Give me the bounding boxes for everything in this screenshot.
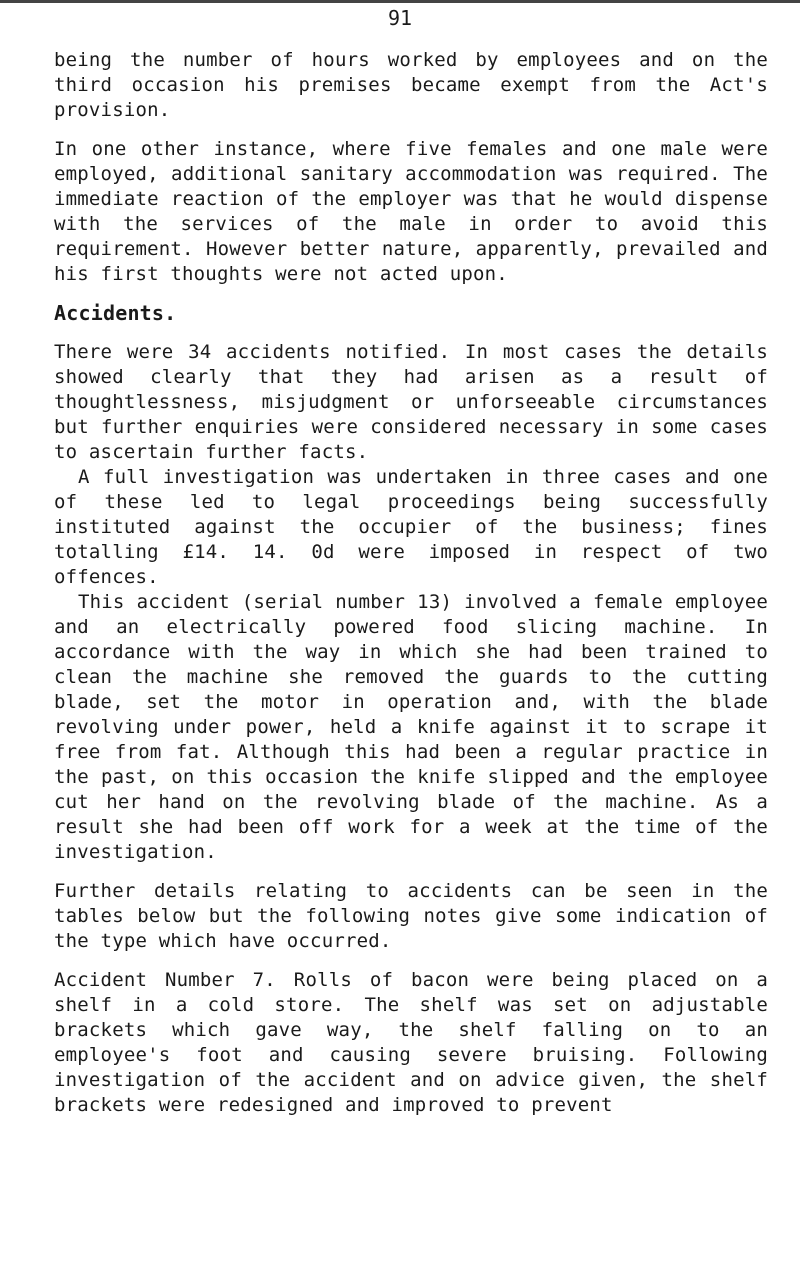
paragraph-accidents-notified: There were 34 accidents notified. In most cases the details showed clearly that they had arisen as a result of thoughtlessness, misjudgment or unforseeable circumstances but further enquiries were considered necessary in some cases to ascertain further facts. — [54, 341, 768, 463]
paragraph-accident-7: Accident Number 7. Rolls of bacon were being placed on a shelf in a cold store. The shelf was set on adjustable brackets which gave way, the shelf falling on to an employee's foot and causing severe bruising. Following investigation of the accident and on advice given, the shelf brackets were redesigned and improved to prevent — [54, 969, 768, 1116]
top-rule — [0, 0, 800, 3]
document-body — [54, 48, 768, 1132]
paragraph-serial-13: This accident (serial number 13) involved a female employee and an electrically powered food slicing machine. In accordance with the way in which she had been trained to clean the machine she removed the guards to the cutting blade, set the motor in operation and, with the blade revolving under power, held a knife against it to scrape it free from fat. Although this had been a regular practice in the past, on this occasion the knife slipped and the employee cut her hand on the revolving blade of the machine. As a result she had been off work for a week at the time of the investigation. — [54, 591, 768, 863]
page-number: 91 — [387, 6, 413, 30]
paragraph-sanitary: In one other instance, where five females and one male were employed, additional sanitary accommodation was required. The immediate reaction of the employer was that he would dispense with the services of the male in order to avoid this requirement. However better nature, apparently, prevailed and his first thoughts were not acted upon. — [54, 138, 768, 285]
paragraph-further-details: Further details relating to accidents can be seen in the tables below but the following notes give some indication of the type which have occurred. — [54, 880, 768, 952]
paragraph-investigation: A full investigation was undertaken in three cases and one of these led to legal proceedings being successfully instituted against the occupier of the business; fines totalling £14. 14. 0d were imposed in respect of two offences. — [54, 466, 768, 588]
section-heading-accidents: Accidents. — [54, 301, 177, 325]
paragraph-continuation: being the number of hours worked by employees and on the third occasion his premises became exempt from the Act's provision. — [54, 49, 768, 121]
